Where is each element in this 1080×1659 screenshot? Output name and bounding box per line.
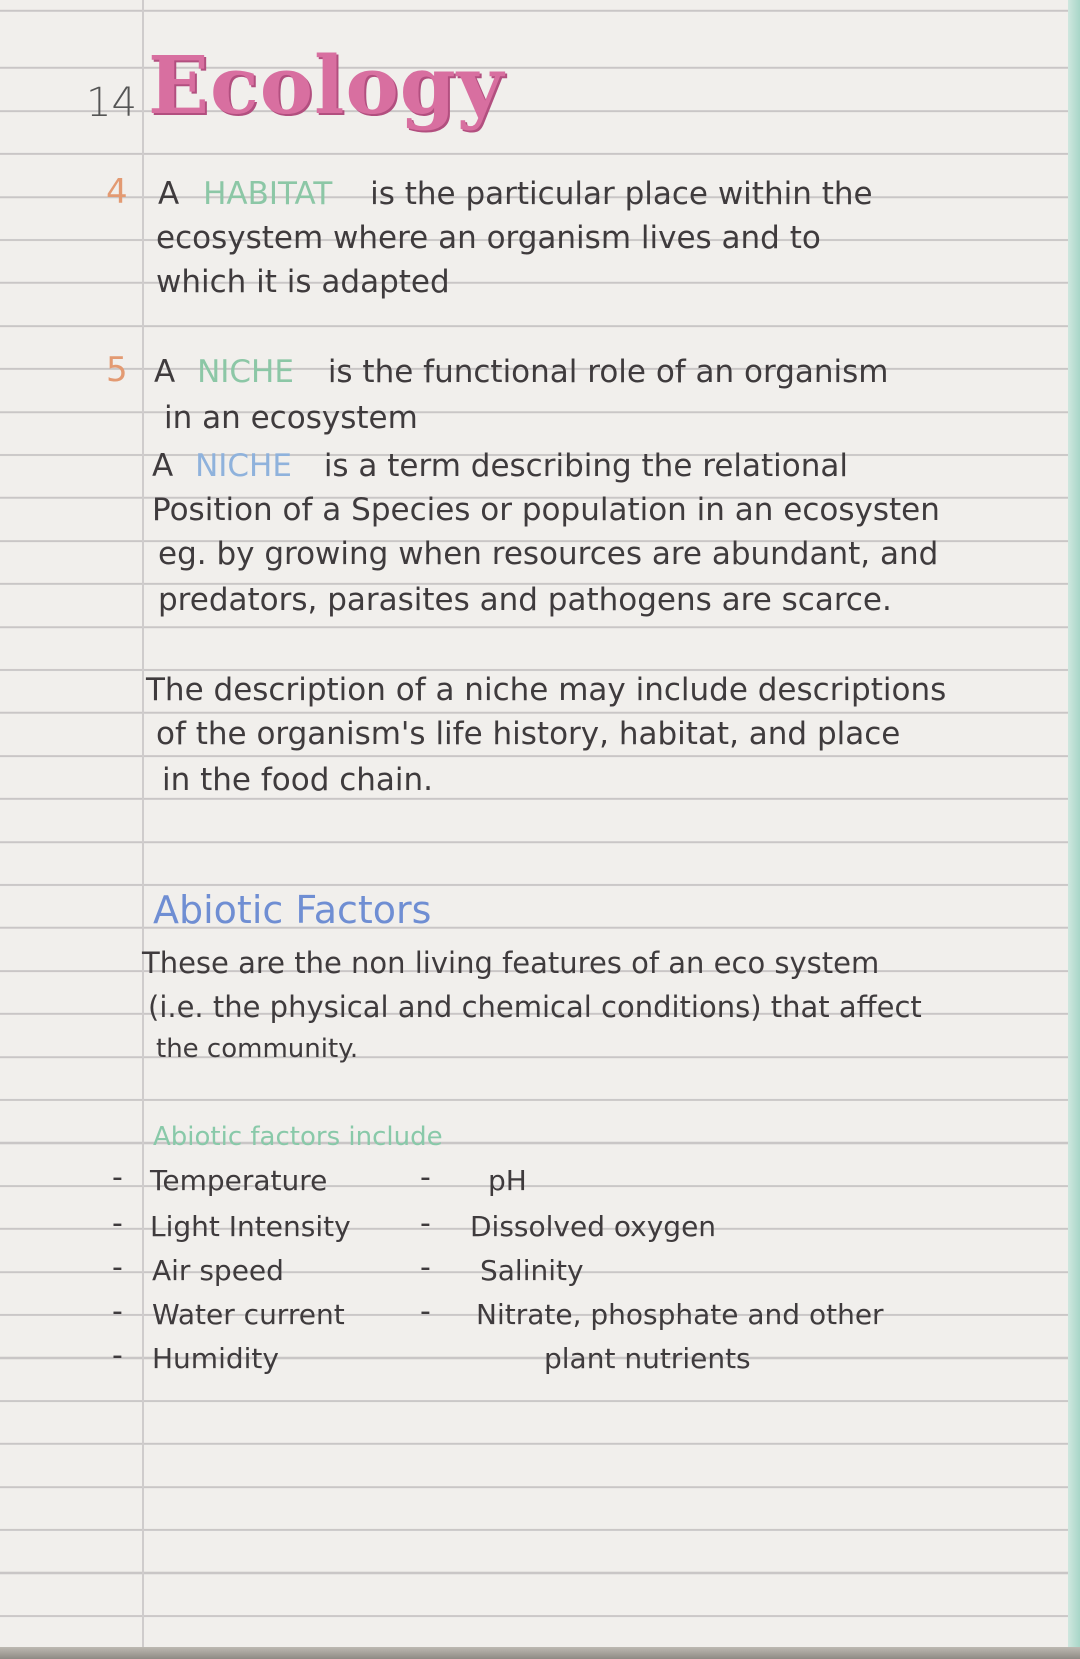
margin-line: [142, 0, 144, 1648]
description-line-2: of the organism's life history, habitat, and place: [156, 716, 901, 752]
niche-line-2: in an ecosystem: [164, 400, 418, 436]
habitat-line-1-end: is the particular place within the: [370, 176, 873, 212]
niche-def2-line-1-end: is a term describing the relational: [323, 448, 848, 484]
item-number-habitat: 4: [106, 172, 128, 212]
niche-def2-line-4: predators, parasites and pathogens are scarce.: [158, 582, 892, 618]
niche-def2-line-1: [152, 448, 848, 484]
list-dash: -: [112, 1206, 123, 1241]
item-number-niche: 5: [106, 350, 128, 390]
niche-def2-term: NICHE: [195, 448, 292, 484]
list-item: Humidity: [152, 1342, 279, 1375]
list-item: Air speed: [152, 1254, 284, 1287]
abiotic-line-1: These are the non living features of an eco system: [142, 946, 880, 980]
habitat-article: A: [158, 176, 180, 212]
list-dash: -: [420, 1160, 431, 1195]
niche-line-1-end: is the functional role of an organism: [327, 354, 889, 390]
table-surface: [0, 1647, 1080, 1659]
list-item: Salinity: [480, 1254, 584, 1287]
list-dash: -: [112, 1338, 123, 1373]
list-item: Nitrate, phosphate and other: [476, 1298, 884, 1331]
list-dash: -: [112, 1250, 123, 1285]
habitat-line-3: which it is adapted: [156, 264, 450, 300]
habitat-term: HABITAT: [203, 176, 333, 212]
habitat-line-2: ecosystem where an organism lives and to: [156, 220, 821, 256]
list-item: pH: [488, 1164, 527, 1197]
notebook-cover-edge: [1068, 0, 1080, 1659]
niche-term: NICHE: [197, 354, 294, 390]
description-line-1: The description of a niche may include descriptions: [146, 672, 947, 708]
page-title: Ecology: [148, 38, 505, 132]
page-number: 14: [86, 80, 137, 126]
niche-line-1: [154, 354, 889, 390]
habitat-line-1: [158, 176, 873, 212]
niche-def2-line-2: Position of a Species or population in an ecosysten: [152, 492, 940, 528]
abiotic-line-3: the community.: [156, 1034, 359, 1064]
list-item: Water current: [152, 1298, 345, 1331]
description-line-3: in the food chain.: [162, 762, 434, 798]
niche-def2-article: A: [152, 448, 174, 484]
niche-article: A: [154, 354, 176, 390]
list-item: plant nutrients: [544, 1342, 751, 1375]
list-item: Light Intensity: [150, 1210, 351, 1243]
abiotic-line-2: (i.e. the physical and chemical conditions) that affect: [148, 990, 922, 1024]
list-dash: -: [112, 1160, 123, 1195]
list-dash: -: [112, 1294, 123, 1329]
list-item: Dissolved oxygen: [470, 1210, 717, 1243]
abiotic-list-heading: Abiotic factors include: [153, 1122, 443, 1152]
list-dash: -: [420, 1206, 431, 1241]
niche-def2-line-3: eg. by growing when resources are abundant, and: [158, 536, 939, 572]
list-item: Temperature: [150, 1164, 328, 1197]
abiotic-heading: Abiotic Factors: [153, 888, 432, 932]
list-dash: -: [420, 1250, 431, 1285]
list-dash: -: [420, 1294, 431, 1329]
